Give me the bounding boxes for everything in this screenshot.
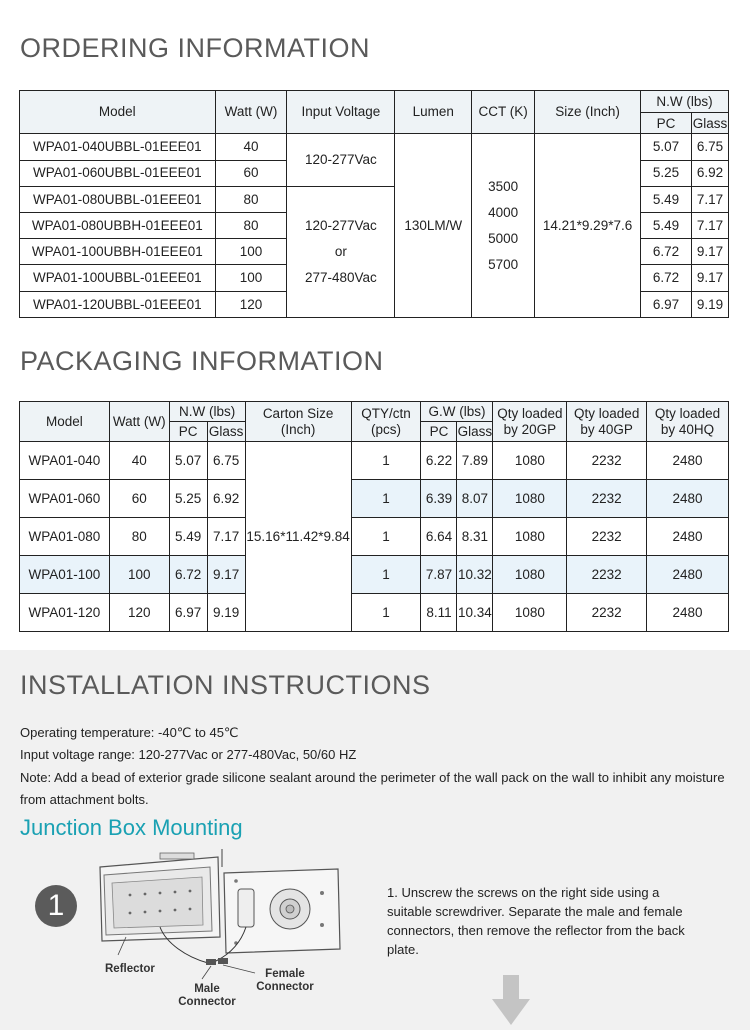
- order-glass: 6.92: [691, 160, 728, 186]
- pack-watt: 40: [109, 442, 169, 480]
- pack-gw-pc: 8.11: [421, 594, 457, 632]
- order-size: 14.21*9.29*7.6: [535, 134, 641, 318]
- pack-pc: 5.25: [169, 480, 207, 518]
- pack-col-carton: [245, 402, 351, 442]
- pack-model: WPA01-060: [20, 480, 110, 518]
- pack-gw-glass: 7.89: [457, 442, 493, 480]
- female-label-line: Connector: [256, 981, 314, 993]
- pack-qty: 1: [351, 518, 421, 556]
- pack-pc: 5.49: [169, 518, 207, 556]
- order-watt: 40: [215, 134, 287, 160]
- pack-gw-pc: 6.39: [421, 480, 457, 518]
- pack-col-watt: Watt (W): [109, 402, 169, 442]
- female-label-line: Female: [265, 968, 305, 980]
- order-model: WPA01-100UBBH-01EEE01: [20, 239, 216, 265]
- pack-col-q20: [493, 402, 567, 442]
- qty-header-line: QTY/ctn: [361, 405, 411, 421]
- pack-qty: 1: [351, 480, 421, 518]
- down-arrow-icon: [490, 975, 532, 1027]
- pack-qty: 1: [351, 556, 421, 594]
- reflector-label: Reflector: [105, 963, 155, 975]
- junction-box-title: Junction Box Mounting: [20, 815, 243, 840]
- q40hq-header-line: by 40HQ: [660, 421, 715, 437]
- pack-q20: 1080: [493, 480, 567, 518]
- col-nw: N.W (lbs): [641, 91, 729, 113]
- packaging-table: [19, 401, 729, 632]
- order-watt: 80: [215, 186, 287, 212]
- pack-model: WPA01-040: [20, 442, 110, 480]
- order-pc: 6.97: [641, 291, 692, 317]
- ordering-title: ORDERING INFORMATION: [20, 33, 370, 63]
- pack-watt: 80: [109, 518, 169, 556]
- pack-carton-size: 15.16*11.42*9.84: [245, 442, 351, 632]
- ordering-table: [19, 90, 729, 318]
- order-model: WPA01-040UBBL-01EEE01: [20, 134, 216, 160]
- col-lumen: Lumen: [395, 91, 472, 134]
- col-glass: Glass: [691, 113, 728, 134]
- pack-q20: 1080: [493, 556, 567, 594]
- cct-value: 4000: [488, 204, 519, 220]
- wall-pack-illustration: [90, 845, 360, 1025]
- step-1-instructions: 1. Unscrew the screws on the right side using a suitable screwdriver. Separate the male and female connectors, then remove the reflector from the back plate.: [387, 885, 685, 957]
- col-watt: Watt (W): [215, 91, 287, 134]
- pack-q20: 1080: [493, 518, 567, 556]
- female-connector-label: [250, 968, 320, 994]
- q40-header-line: Qty loaded: [574, 405, 640, 421]
- col-model: Model: [20, 91, 216, 134]
- order-pc: 5.49: [641, 213, 692, 239]
- pack-glass: 7.17: [207, 518, 245, 556]
- order-model: WPA01-080UBBH-01EEE01: [20, 213, 216, 239]
- male-label-line: Connector: [178, 996, 236, 1008]
- operating-temperature: Operating temperature: -40℃ to 45℃: [20, 725, 239, 740]
- voltage-line: 277-480Vac: [304, 269, 377, 285]
- order-watt: 80: [215, 213, 287, 239]
- order-watt: 100: [215, 239, 287, 265]
- order-model: WPA01-080UBBL-01EEE01: [20, 186, 216, 212]
- pack-gw-pc: 6.64: [421, 518, 457, 556]
- col-cct: CCT (K): [472, 91, 535, 134]
- cct-value: 5700: [488, 256, 519, 272]
- pack-q40: 2232: [567, 480, 647, 518]
- cct-value: 3500: [488, 178, 519, 194]
- order-glass: 7.17: [691, 186, 728, 212]
- order-glass: 6.75: [691, 134, 728, 160]
- pack-gw-pc: 7.87: [421, 556, 457, 594]
- order-voltage-group1: 120-277Vac: [287, 134, 395, 186]
- pack-q40hq: 2480: [647, 480, 729, 518]
- q20-header-line: by 20GP: [503, 421, 557, 437]
- order-pc: 5.07: [641, 134, 692, 160]
- pack-q40: 2232: [567, 594, 647, 632]
- pack-col-glass: Glass: [207, 422, 245, 442]
- col-voltage: Input Voltage: [287, 91, 395, 134]
- order-voltage-group2: [287, 186, 395, 317]
- order-glass: 9.17: [691, 265, 728, 291]
- pack-gw-glass: 10.32: [457, 556, 493, 594]
- pack-q40: 2232: [567, 556, 647, 594]
- order-glass: 9.19: [691, 291, 728, 317]
- q20-header-line: Qty loaded: [497, 405, 563, 421]
- pack-gw-glass: 8.31: [457, 518, 493, 556]
- pack-q40hq: 2480: [647, 556, 729, 594]
- male-label-line: Male: [194, 983, 220, 995]
- order-cct: [472, 134, 535, 318]
- input-voltage-range: Input voltage range: 120-277Vac or 277-480Vac, 50/60 HZ: [20, 747, 357, 762]
- pack-watt: 100: [109, 556, 169, 594]
- pack-q40: 2232: [567, 518, 647, 556]
- col-pc: PC: [641, 113, 692, 134]
- pack-col-qty: [351, 402, 421, 442]
- pack-model: WPA01-120: [20, 594, 110, 632]
- pack-col-gw: G.W (lbs): [421, 402, 493, 422]
- pack-pc: 6.97: [169, 594, 207, 632]
- step-number-badge: 1: [35, 885, 77, 927]
- pack-qty: 1: [351, 442, 421, 480]
- pack-col-q40: [567, 402, 647, 442]
- pack-col-pc: PC: [169, 422, 207, 442]
- order-glass: 9.17: [691, 239, 728, 265]
- order-pc: 5.49: [641, 186, 692, 212]
- pack-gw-pc: 6.22: [421, 442, 457, 480]
- pack-q40hq: 2480: [647, 594, 729, 632]
- order-model: WPA01-120UBBL-01EEE01: [20, 291, 216, 317]
- pack-q40hq: 2480: [647, 518, 729, 556]
- pack-gw-glass: 8.07: [457, 480, 493, 518]
- pack-qty: 1: [351, 594, 421, 632]
- col-size: Size (Inch): [535, 91, 641, 134]
- order-pc: 5.25: [641, 160, 692, 186]
- pack-q40: 2232: [567, 442, 647, 480]
- order-glass: 7.17: [691, 213, 728, 239]
- order-model: WPA01-100UBBL-01EEE01: [20, 265, 216, 291]
- down-arrow-icon-shape: [490, 975, 532, 1027]
- pack-glass: 9.19: [207, 594, 245, 632]
- pack-watt: 120: [109, 594, 169, 632]
- order-pc: 6.72: [641, 265, 692, 291]
- pack-glass: 6.75: [207, 442, 245, 480]
- pack-q20: 1080: [493, 594, 567, 632]
- order-pc: 6.72: [641, 239, 692, 265]
- pack-col-nw: N.W (lbs): [169, 402, 245, 422]
- voltage-line: or: [334, 243, 347, 259]
- carton-header-line: (Inch): [280, 421, 316, 437]
- pack-col-gw-glass: Glass: [457, 422, 493, 442]
- pack-q20: 1080: [493, 442, 567, 480]
- order-watt: 60: [215, 160, 287, 186]
- voltage-line: 120-277Vac: [304, 217, 377, 233]
- sealant-note: Note: Add a bead of exterior grade silicone sealant around the perimeter of the wall pack on the wall to inhibit any moisture from attachment bolts.: [20, 770, 725, 807]
- packaging-title: PACKAGING INFORMATION: [20, 346, 384, 376]
- pack-col-model: Model: [20, 402, 110, 442]
- male-connector-label: [172, 983, 242, 1009]
- pack-model: WPA01-100: [20, 556, 110, 594]
- q40-header-line: by 40GP: [580, 421, 633, 437]
- installation-title: INSTALLATION INSTRUCTIONS: [20, 670, 431, 700]
- pack-pc: 5.07: [169, 442, 207, 480]
- order-lumen: 130LM/W: [395, 134, 472, 318]
- pack-col-gw-pc: PC: [421, 422, 457, 442]
- carton-header-line: Carton Size: [262, 405, 334, 421]
- q40hq-header-line: Qty loaded: [654, 405, 721, 421]
- pack-col-q40hq: [647, 402, 729, 442]
- pack-glass: 6.92: [207, 480, 245, 518]
- order-watt: 120: [215, 291, 287, 317]
- pack-watt: 60: [109, 480, 169, 518]
- order-model: WPA01-060UBBL-01EEE01: [20, 160, 216, 186]
- qty-header-line: (pcs): [371, 421, 402, 437]
- pack-pc: 6.72: [169, 556, 207, 594]
- cct-value: 5000: [488, 230, 519, 246]
- order-watt: 100: [215, 265, 287, 291]
- pack-q40hq: 2480: [647, 442, 729, 480]
- pack-gw-glass: 10.34: [457, 594, 493, 632]
- pack-glass: 9.17: [207, 556, 245, 594]
- pack-model: WPA01-080: [20, 518, 110, 556]
